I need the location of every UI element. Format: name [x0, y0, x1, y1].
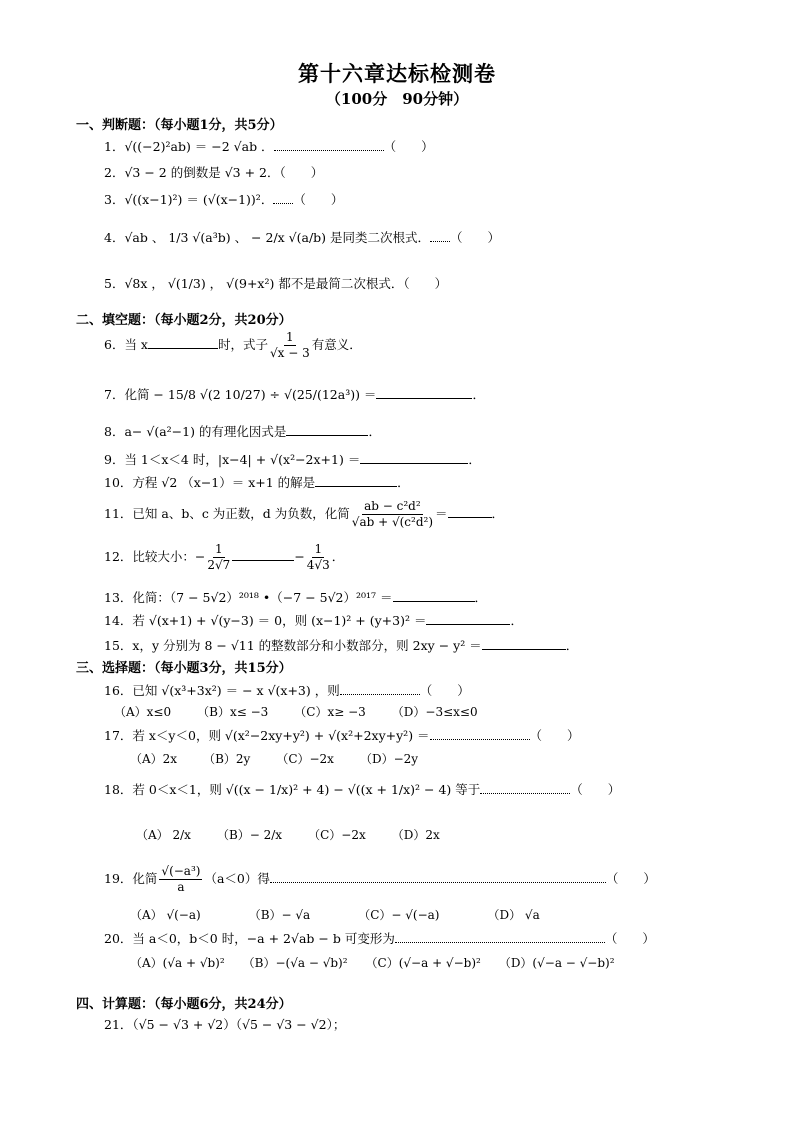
- question-4: [104, 230, 500, 245]
- question-11: [104, 499, 504, 530]
- question-number: 1．: [104, 139, 125, 154]
- question-text-pre: 当 x: [124, 337, 148, 352]
- question-number: 9．: [104, 452, 125, 467]
- option-c[interactable]: （C）(√−a + √−b)²: [365, 956, 481, 970]
- option-a[interactable]: （A）(√a + √b)²: [130, 956, 225, 970]
- fraction-numerator: 1: [286, 330, 294, 344]
- leader-dots: [273, 193, 293, 204]
- answer-blank[interactable]: [482, 637, 566, 650]
- question-text: 若 √(x+1) + √(y−3) ＝ 0，则 (x−1)² + (y+3)² ＝: [132, 613, 427, 628]
- question-number: 6．: [104, 337, 125, 352]
- question-text: 方程 √2 （x−1）＝ x+1 的解是: [132, 475, 316, 490]
- question-text-post: ．: [368, 424, 381, 439]
- fraction: [159, 864, 202, 895]
- question-3: [104, 192, 343, 207]
- fraction: [352, 499, 433, 530]
- question-text-post: ．: [331, 549, 345, 564]
- question-5: [104, 276, 447, 291]
- option-c[interactable]: （C）− √(−a): [358, 908, 440, 922]
- question-number: 3．: [104, 192, 125, 207]
- question-18: [104, 782, 620, 797]
- question-text-pre: 化简: [132, 871, 158, 886]
- question-17-options: [130, 750, 444, 767]
- fraction-numerator: ab − c²d²: [364, 499, 421, 513]
- leader-dots: [340, 684, 420, 695]
- question-number: 5．: [104, 276, 125, 291]
- question-text: a− √(a²−1) 的有理化因式是: [124, 424, 287, 439]
- question-number: 12．: [104, 549, 133, 564]
- question-text: 化简：（7 − 5√2）²⁰¹⁸ •（−7 − 5√2）²⁰¹⁷ ＝: [132, 590, 393, 605]
- answer-paren: （ ）: [450, 230, 501, 245]
- question-number: 16．: [104, 683, 133, 698]
- option-d[interactable]: （D）−3≤x≤0: [391, 705, 478, 719]
- answer-paren: （ ）: [403, 276, 448, 291]
- question-16: [104, 683, 470, 698]
- question-1: [104, 139, 434, 154]
- question-17: [104, 728, 580, 743]
- answer-paren: （ ）: [293, 192, 344, 207]
- option-d[interactable]: （D）(√−a − √−b)²: [498, 956, 615, 970]
- question-text-end: ．: [491, 506, 505, 521]
- question-text: 当 a＜0，b＜0 时，−a + 2√ab − b 可变形为: [132, 931, 395, 946]
- leader-dots: [480, 783, 570, 794]
- question-number: 13．: [104, 590, 133, 605]
- answer-paren: （ ）: [529, 728, 580, 743]
- answer-blank[interactable]: [376, 386, 472, 399]
- question-number: 10．: [104, 475, 133, 490]
- question-text-post: ．: [472, 387, 485, 402]
- question-text-post: ．: [397, 475, 410, 490]
- question-8: [104, 423, 381, 439]
- fraction-numerator: √(−a³): [161, 864, 201, 878]
- question-number: 20．: [104, 931, 133, 946]
- option-d[interactable]: （D）−2y: [359, 752, 419, 766]
- fraction: [270, 330, 310, 361]
- answer-paren: （ ）: [605, 871, 656, 886]
- option-a[interactable]: （A） 2/x: [136, 828, 191, 842]
- question-10: [104, 474, 410, 490]
- answer-paren: （ ）: [383, 139, 434, 154]
- fraction-left: [207, 542, 230, 573]
- fraction-denominator: 4√3: [306, 558, 330, 572]
- question-text-post: ．: [474, 590, 488, 605]
- question-13: [104, 589, 487, 605]
- answer-blank[interactable]: [448, 505, 492, 518]
- question-text: （√5 − √3 + √2）（√5 − √3 − √2）；: [132, 1017, 346, 1032]
- question-15: [104, 637, 578, 653]
- question-text: √((x−1)²) ＝ (√(x−1))²．: [124, 192, 274, 207]
- fraction-denominator: a: [177, 880, 185, 894]
- question-text-pre: 已知 a、b、c 为正数，d 为负数，化简: [132, 506, 350, 521]
- question-text-post: ＝: [435, 506, 448, 521]
- fraction-numerator: 1: [215, 542, 223, 556]
- question-text-mid: −: [294, 549, 305, 564]
- page-subtitle: （100分 90分钟）: [325, 90, 469, 108]
- question-number: 15．: [104, 638, 133, 653]
- answer-blank[interactable]: [360, 451, 468, 464]
- option-b[interactable]: （B）x≤ −3: [197, 705, 269, 719]
- question-text: 当 1＜x＜4 时，|x−4| + √(x²−2x+1) ＝: [124, 452, 361, 467]
- question-text-mid: 时，式子: [217, 337, 268, 352]
- question-number: 18．: [104, 782, 133, 797]
- section-heading-fill-in: 二、填空题：（每小题2分，共20分）: [76, 313, 292, 328]
- option-b[interactable]: （B）− 2/x: [216, 828, 283, 842]
- leader-dots: [274, 140, 384, 151]
- fraction-denominator: 2√7: [207, 558, 231, 572]
- question-number: 8．: [104, 424, 125, 439]
- question-number: 11．: [104, 506, 133, 521]
- question-text-post: ．: [565, 638, 579, 653]
- question-7: [104, 386, 485, 402]
- fraction-numerator: 1: [314, 542, 323, 556]
- question-20-options: [130, 954, 615, 971]
- question-12: [104, 542, 344, 573]
- option-b[interactable]: （B）−(√a − √b)²: [242, 956, 348, 970]
- question-text: 已知 √(x³+3x²) ＝ − x √(x+3) ，则: [132, 683, 340, 698]
- option-b[interactable]: （B）2y: [203, 752, 251, 766]
- question-18-options: [136, 826, 466, 843]
- question-text-post: 有意义．: [311, 337, 362, 352]
- question-number: 7．: [104, 387, 125, 402]
- question-21: [104, 1017, 345, 1032]
- section-heading-multiple-choice: 三、选择题：（每小题3分，共15分）: [76, 661, 292, 676]
- answer-blank[interactable]: [148, 336, 218, 349]
- question-number: 2．: [104, 165, 125, 180]
- question-2: [104, 165, 323, 180]
- question-text-post: ．: [510, 613, 523, 628]
- leader-dots: [395, 932, 605, 943]
- question-text: 若 x＜y＜0，则 √(x²−2xy+y²) + √(x²+2xy+y²) ＝: [132, 728, 430, 743]
- question-20: [104, 931, 655, 946]
- question-number: 4．: [104, 230, 125, 245]
- answer-blank[interactable]: [232, 548, 294, 561]
- answer-paren: （ ）: [604, 931, 655, 946]
- option-a[interactable]: （A）2x: [130, 752, 178, 766]
- question-text-pre: 比较大小：−: [132, 549, 206, 564]
- section-heading-calculation: 四、计算题：（每小题6分，共24分）: [76, 997, 292, 1012]
- option-c[interactable]: （C）x≥ −3: [294, 705, 366, 719]
- question-text: 若 0＜x＜1，则 √((x − 1/x)² + 4) − √((x + 1/x)² − 4) 等于: [132, 782, 481, 797]
- question-text-post: （a＜0）得: [204, 871, 270, 886]
- answer-paren: （ ）: [570, 782, 621, 797]
- question-19-options: [130, 906, 566, 923]
- leader-dots: [430, 231, 450, 242]
- answer-blank[interactable]: [315, 474, 397, 487]
- question-number: 19．: [104, 871, 133, 886]
- question-number: 14．: [104, 613, 133, 628]
- answer-paren: （ ）: [419, 683, 470, 698]
- answer-blank[interactable]: [286, 423, 368, 436]
- section-heading-judgement: 一、判断题：（每小题1分，共5分）: [76, 118, 283, 133]
- option-a[interactable]: （A）x≤0: [114, 705, 172, 719]
- option-c[interactable]: （C）−2x: [308, 828, 366, 842]
- option-b[interactable]: （B）− √a: [248, 908, 311, 922]
- question-text: √8x ， √(1/3) ， √(9+x²) 都不是最简二次根式．: [124, 276, 404, 291]
- page-title: 第十六章达标检测卷: [298, 61, 496, 86]
- question-6: [104, 330, 362, 361]
- question-text: √((−2)²ab) ＝ −2 √ab ．: [124, 139, 274, 154]
- question-number: 21．: [104, 1017, 133, 1032]
- question-text: √3 − 2 的倒数是 √3 + 2．: [124, 165, 280, 180]
- option-c[interactable]: （C）−2x: [276, 752, 334, 766]
- option-d[interactable]: （D）2x: [391, 828, 440, 842]
- question-19: [104, 864, 656, 895]
- question-9: [104, 451, 481, 467]
- fraction-denominator: √x − 3: [270, 346, 310, 360]
- leader-dots: [270, 872, 606, 883]
- leader-dots: [430, 729, 530, 740]
- question-text: 化简 − 15/8 √(2 10/27) ÷ √(25/(12a³)) ＝: [124, 387, 377, 402]
- fraction-denominator: √ab + √(c²d²): [351, 515, 433, 529]
- option-a[interactable]: （A） √(−a): [130, 908, 201, 922]
- question-text: x，y 分别为 8 − √11 的整数部分和小数部分，则 2xy − y² ＝: [132, 638, 482, 653]
- answer-blank[interactable]: [393, 589, 475, 602]
- question-text: √ab 、 1/3 √(a³b) 、 − 2/x √(a/b) 是同类二次根式．: [124, 230, 431, 245]
- question-number: 17．: [104, 728, 133, 743]
- question-14: [104, 612, 523, 628]
- option-d[interactable]: （D） √a: [487, 908, 540, 922]
- fraction-right: [307, 542, 330, 573]
- question-16-options: [114, 703, 504, 720]
- answer-paren: （ ）: [279, 165, 324, 180]
- question-text-post: ．: [468, 452, 481, 467]
- answer-blank[interactable]: [426, 612, 510, 625]
